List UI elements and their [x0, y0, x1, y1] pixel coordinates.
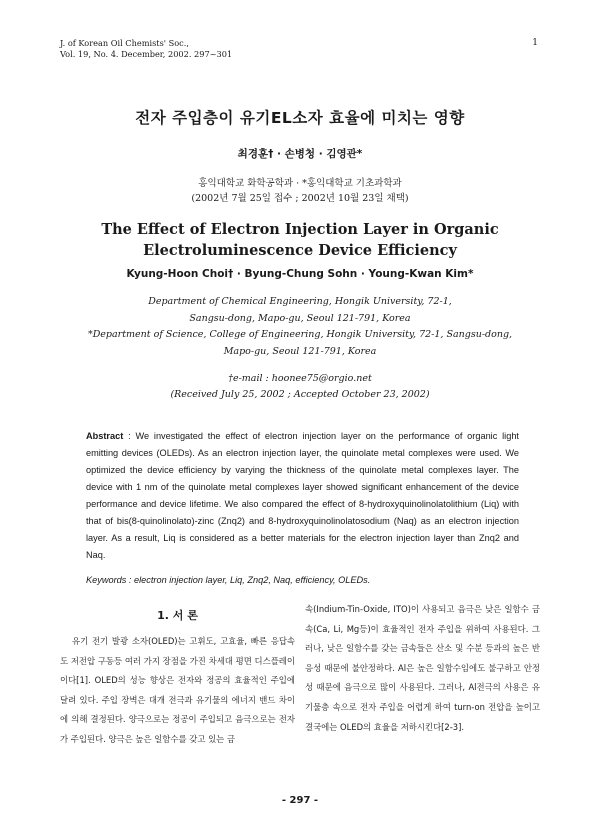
english-affiliation [80, 294, 520, 360]
journal-line-1: J. of Korean Oil Chemists' Soc., [60, 38, 189, 48]
english-authors: Kyung-Hoon Choi† · Byung-Chung Sohn · Young-Kwan Kim* [126, 268, 474, 280]
english-title [0, 219, 600, 261]
right-column [305, 600, 540, 737]
section-heading: 1. 서 론 [157, 609, 198, 622]
english-title-line-2: Electroluminescence Device Efficiency [143, 242, 457, 259]
korean-title: 전자 주입층이 유기EL소자 효율에 미치는 영향 [135, 109, 465, 127]
affiliation-line: Department of Chemical Engineering, Hongik University, 72-1, [148, 296, 452, 307]
left-column [60, 600, 295, 750]
journal-citation [60, 38, 232, 60]
keywords-label: Keywords [86, 575, 127, 585]
footer-page-number: - 297 - [281, 795, 319, 806]
keywords-text: : electron injection layer, Liq, Znq2, Naq, efficiency, OLEDs. [126, 575, 371, 585]
top-page-number: 1 [532, 38, 538, 48]
abstract-label: Abstract [86, 431, 124, 441]
received-line: (Received July 25, 2002 ; Accepted October 23, 2002) [170, 389, 430, 400]
affiliation-line: Sangsu-dong, Mapo-gu, Seoul 121-791, Korea [189, 312, 411, 324]
journal-line-2: Vol. 19, No. 4. December, 2002. 297~301 [60, 49, 233, 59]
korean-received-dates: (2002년 7월 25일 접수 ; 2002년 10월 23일 채택) [191, 193, 409, 204]
contact-info [0, 371, 600, 403]
left-column-paragraph: 유기 전기 발광 소자(OLED)는 고휘도, 고효율, 빠른 응답속도 저전압 구동등 여러 가지 장점을 가진 차세대 평면 디스플레이이다[1]. OLED의 성능 향상은 전자와 정공의 효율적인 주입에 달려 있다. 주입 장벽은 대개 전극과 유기물의 에너지 밴드 차이에 의해 결정된다. 양극으로는 정공이 주입되고 음극으로는 전자가 주입된다. 양극은 높은 일함수를 갖고 있는 금 [60, 636, 295, 744]
affiliation-line: Mapo-gu, Seoul 121-791, Korea [223, 345, 377, 357]
email-line: †e-mail : hoonee75@orgio.net [228, 373, 372, 384]
right-column-paragraph: 속(Indium-Tin-Oxide, ITO)이 사용되고 음극은 낮은 일함수 금속(Ca, Li, Mg등)이 효율적인 전자 주입을 위하여 사용된다. 그러나, 낮은 일함수를 갖는 금속들은 산소 및 수분 등과의 높은 반응성 때문에 불안정하다. Al은 높은 일함수임에도 불구하고 안정성 때문에 음극으로 많이 사용된다. 그러나, Al전극의 사용은 유기물층 속으로 전자 주입을 어렵게 하여 turn-on 전압을 높이고 결국에는 OLED의 효율을 저하시킨다[2-3]. [305, 604, 540, 732]
keywords [86, 575, 519, 585]
korean-affiliation-line-1: 홍익대학교 화학공학과 · *홍익대학교 기초과학과 [198, 178, 402, 189]
korean-authors: 최경훈† · 손병청 · 김영관* [237, 148, 363, 160]
korean-affiliation [0, 176, 600, 206]
affiliation-line: *Department of Science, College of Engineering, Hongik University, 72-1, Sangsu-dong, [87, 329, 513, 340]
english-title-line-1: The Effect of Electron Injection Layer in Organic [101, 221, 499, 238]
abstract [86, 428, 519, 564]
abstract-text: : We investigated the effect of electron injection layer on the performance of organic light emitting devices (OLEDs). As an electron injection layer, the quinolate metal complexes were used. We optimized the device efficiency by varying the thickness of the quinolate metal complexes layer. The device with 1 nm of the quinolate metal complexes layer showed significant enhancement of the device performance and device lifetime. We also compared the effect of 8-hydroxyquinolinolatolithium (Liq) with that of bis(8-quinolinolato)-zinc (Znq2) and 8-hydroxyquinolinolatosodium (Naq) as an electron injection layer. As a result, Liq is considered as a better materials for the electron injection layer than Znq2 and Naq. [86, 431, 519, 560]
